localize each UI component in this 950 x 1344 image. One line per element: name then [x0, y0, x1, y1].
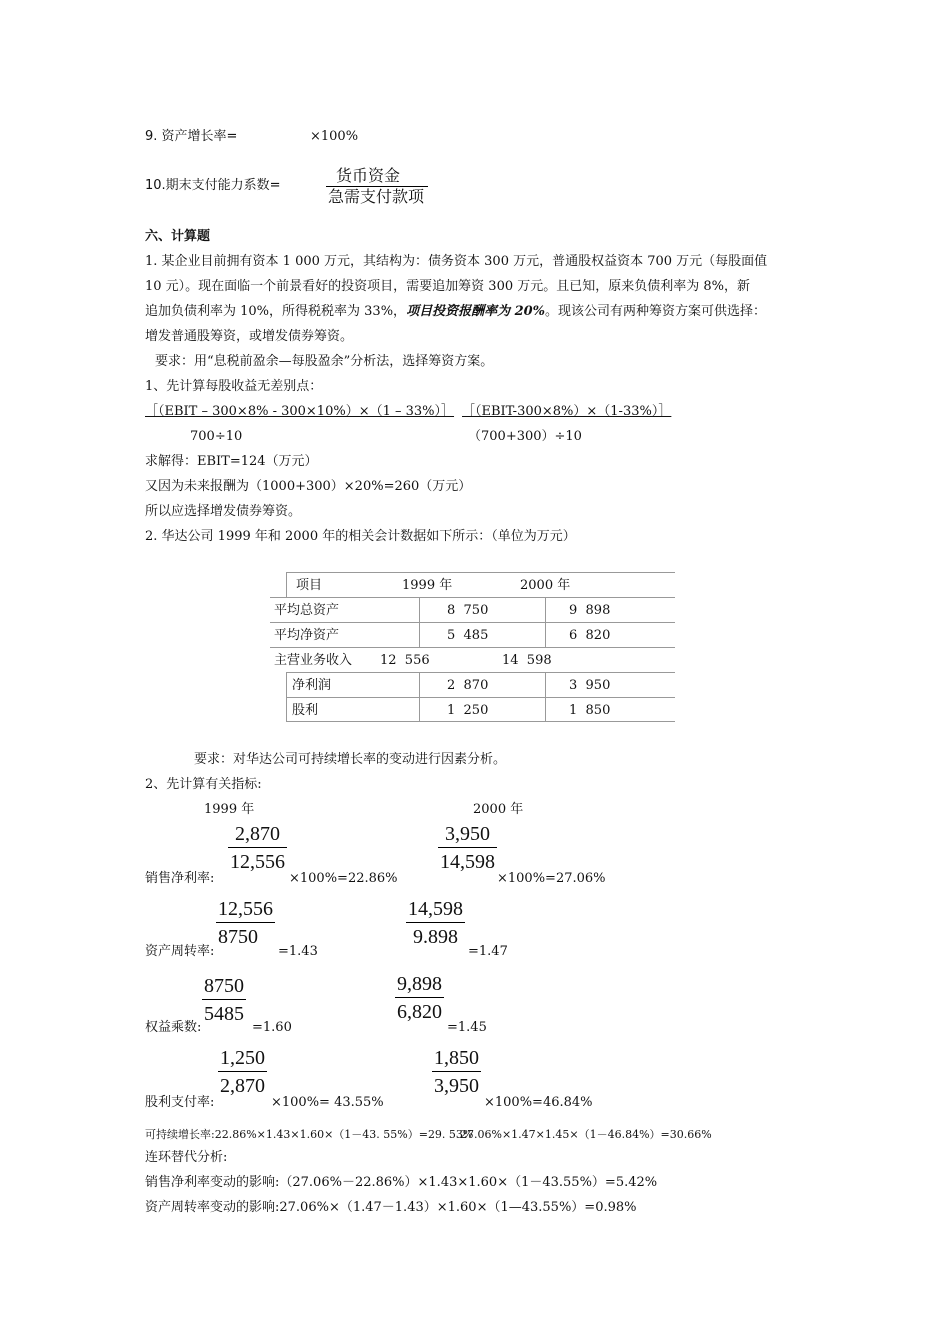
problem-1-line-1: 1. 某企业目前拥有资本 1 000 万元，其结构为：债务资本 300 万元，普通股权益资本 700 万元（每股面值: [145, 254, 768, 269]
table-header-item: 项目: [296, 578, 323, 593]
at-2000-fraction: $\frac{14,598}{9.898}$: [408, 898, 463, 948]
at-1999-result: =1.43: [278, 944, 318, 959]
table-cell: 5 485: [447, 628, 489, 643]
equation-left-denominator: 700÷10: [190, 429, 243, 444]
npm-2000-fraction: $\frac{3,950}{14,598}$: [440, 823, 495, 873]
table-cell: 1 850: [569, 703, 611, 718]
table-cell: 3 950: [569, 678, 611, 693]
sgr-2000-line: 27.06%×1.47×1.45×（1－46.84%）=30.66%: [460, 1128, 712, 1141]
table-cell: 6 820: [569, 628, 611, 643]
table-row-label: 平均净资产: [274, 628, 340, 643]
problem-2-intro: 2. 华达公司 1999 年和 2000 年的相关会计数据如下所示：（单位为万元）: [145, 529, 576, 544]
table-cell: 1 250: [447, 703, 489, 718]
em-1999-result: =1.60: [252, 1020, 292, 1035]
item-10-label: 10.期末支付能力系数=: [145, 178, 281, 193]
step-1-heading: 1、先计算每股收益无差别点：: [145, 379, 323, 394]
table-row-label: 净利润: [292, 678, 332, 693]
item-9-percent: ×100%: [310, 129, 359, 144]
at-1999-fraction: $\frac{12,556}{8750}$: [218, 898, 273, 948]
npm-2000-result: ×100%=27.06%: [497, 871, 606, 886]
problem-1-line-4: 增发普通股筹资，或增发债券筹资。: [145, 329, 354, 344]
em-label: 权益乘数:: [145, 1020, 202, 1035]
year-2000-heading: 2000 年: [473, 802, 524, 817]
chain-analysis-heading: 连环替代分析:: [145, 1150, 228, 1165]
dp-2000-result: ×100%=46.84%: [484, 1095, 593, 1110]
problem-1-line-3: 追加负债利率为 10%，所得税税率为 33%，项目投资报酬率为 20%。现该公司有两种筹资方案可供选择：: [145, 304, 767, 319]
step-2-heading: 2、先计算有关指标:: [145, 777, 262, 792]
item-10-denominator: 急需支付款项: [328, 187, 425, 206]
at-label: 资产周转率:: [145, 944, 215, 959]
table-cell: 12 556: [380, 653, 430, 668]
table-cell: 9 898: [569, 603, 611, 618]
npm-label: 销售净利率:: [145, 871, 215, 886]
table-cell: 14 598: [502, 653, 552, 668]
table-row-label: 股利: [292, 703, 319, 718]
problem-1-line-2: 10 元）。现在面临一个前景看好的投资项目，需要追加筹资 300 万元。且已知，原来负债利率为 8%，新: [145, 279, 751, 294]
requirement-1: 要求：用“息税前盈余—每股盈余”分析法，选择筹资方案。: [155, 354, 494, 369]
equation-right-numerator: ［（EBIT-300×8%）×（1-33%）］: [462, 404, 672, 419]
future-return-line: 又因为未来报酬为（1000+300）×20%=260（万元）: [145, 479, 472, 494]
equation-left-numerator: ［（EBIT – 300×8% - 300×10%）×（1 – 33%）］: [145, 404, 455, 419]
em-2000-result: =1.45: [447, 1020, 487, 1035]
dp-1999-fraction: $\frac{1,250}{2,870}$: [220, 1047, 265, 1097]
financial-data-table: [270, 572, 675, 722]
at-impact-line: 资产周转率变动的影响:27.06%×（1.47－1.43）×1.60×（1—43.55%）=0.98%: [145, 1200, 637, 1215]
table-row-label: 平均总资产: [274, 603, 340, 618]
item-9-label: 9. 资产增长率=: [145, 129, 238, 144]
year-1999-heading: 1999 年: [204, 802, 255, 817]
sgr-1999-line: 可持续增长率:22.86%×1.43×1.60×（1－43. 55%）=29. 53%: [145, 1128, 474, 1141]
at-2000-result: =1.47: [468, 944, 508, 959]
dp-label: 股利支付率:: [145, 1095, 215, 1110]
table-header-1999: 1999 年: [402, 578, 453, 593]
dp-2000-fraction: $\frac{1,850}{3,950}$: [434, 1047, 479, 1097]
table-header-2000: 2000 年: [520, 578, 571, 593]
table-cell: 8 750: [447, 603, 489, 618]
conclusion-line: 所以应选择增发债券筹资。: [145, 504, 302, 519]
equation-right-denominator: （700+300）÷10: [468, 429, 582, 444]
section-heading: 六、计算题: [145, 229, 211, 244]
table-row-label: 主营业务收入: [274, 653, 353, 668]
npm-1999-fraction: $\frac{2,870}{12,556}$: [230, 823, 285, 873]
em-1999-fraction: $\frac{8750}{5485}$: [204, 975, 244, 1025]
table-cell: 2 870: [447, 678, 489, 693]
npm-1999-result: ×100%=22.86%: [289, 871, 398, 886]
requirement-2: 要求：对华达公司可持续增长率的变动进行因素分析。: [194, 752, 507, 767]
em-2000-fraction: $\frac{9,898}{6,820}$: [397, 973, 442, 1023]
dp-1999-result: ×100%= 43.55%: [271, 1095, 384, 1110]
npm-impact-line: 销售净利率变动的影响:（27.06%－22.86%）×1.43×1.60×（1－43.55%）=5.42%: [145, 1175, 658, 1190]
solution-line: 求解得：EBIT=124（万元）: [145, 454, 318, 469]
item-10-numerator: 货币资金: [336, 166, 401, 185]
